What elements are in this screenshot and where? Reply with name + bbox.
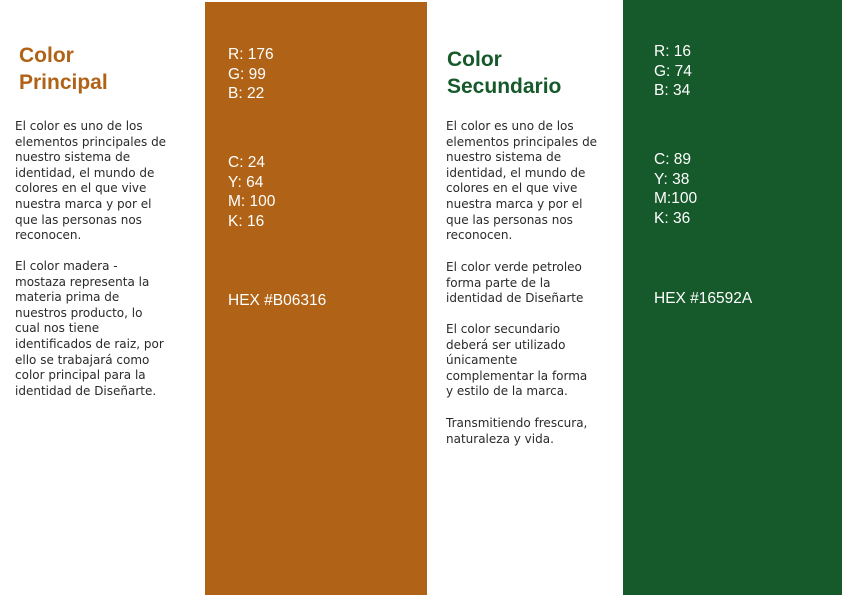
secondary-paragraph-2: El color verde petroleo forma parte de la identidad de Diseñarte (446, 260, 584, 306)
secondary-paragraph-4: Transmitiendo frescura, naturaleza y vida. (446, 416, 588, 446)
primary-color-swatch (205, 2, 427, 595)
secondary-rgb-values: R: 16 G: 74 B: 34 (654, 43, 692, 99)
primary-rgb-values: R: 176 G: 99 B: 22 (228, 46, 274, 102)
primary-heading-line2: Principal (19, 71, 108, 94)
primary-heading-line1: Color (19, 44, 74, 67)
secondary-paragraph-1: El color es uno de los elementos principales de nuestro sistema de identidad, el mundo de colores en el que vive nuestra marca y por el que las personas nos reconocen. (446, 119, 598, 243)
secondary-heading (447, 46, 561, 100)
secondary-paragraph-3: El color secundario deberá ser utilizado únicamente complementar la forma y estilo de la marca. (446, 322, 588, 399)
primary-text-column (0, 0, 205, 595)
secondary-cmyk-values: C: 89 Y: 38 M:100 K: 36 (654, 151, 698, 227)
secondary-color-swatch (623, 0, 842, 595)
primary-cmyk-values: C: 24 Y: 64 M: 100 K: 16 (228, 154, 276, 230)
secondary-heading-line2: Secundario (447, 75, 562, 98)
primary-paragraph-1: El color es uno de los elementos principales de nuestro sistema de identidad, el mundo de colores en el que vive nuestra marca y por el que las personas nos reconocen. (15, 119, 167, 243)
primary-heading (19, 42, 108, 96)
secondary-heading-line1: Color (447, 48, 502, 71)
secondary-hex-value: HEX #16592A (654, 290, 753, 307)
primary-hex-value: HEX #B06316 (228, 292, 327, 309)
primary-paragraph-2: El color madera - mostaza representa la materia prima de nuestros producto, lo cual nos tiene identificados de raiz, por ello se trabajará como color principal para la identidad de Diseñarte. (15, 259, 164, 398)
secondary-text-column (427, 0, 623, 595)
